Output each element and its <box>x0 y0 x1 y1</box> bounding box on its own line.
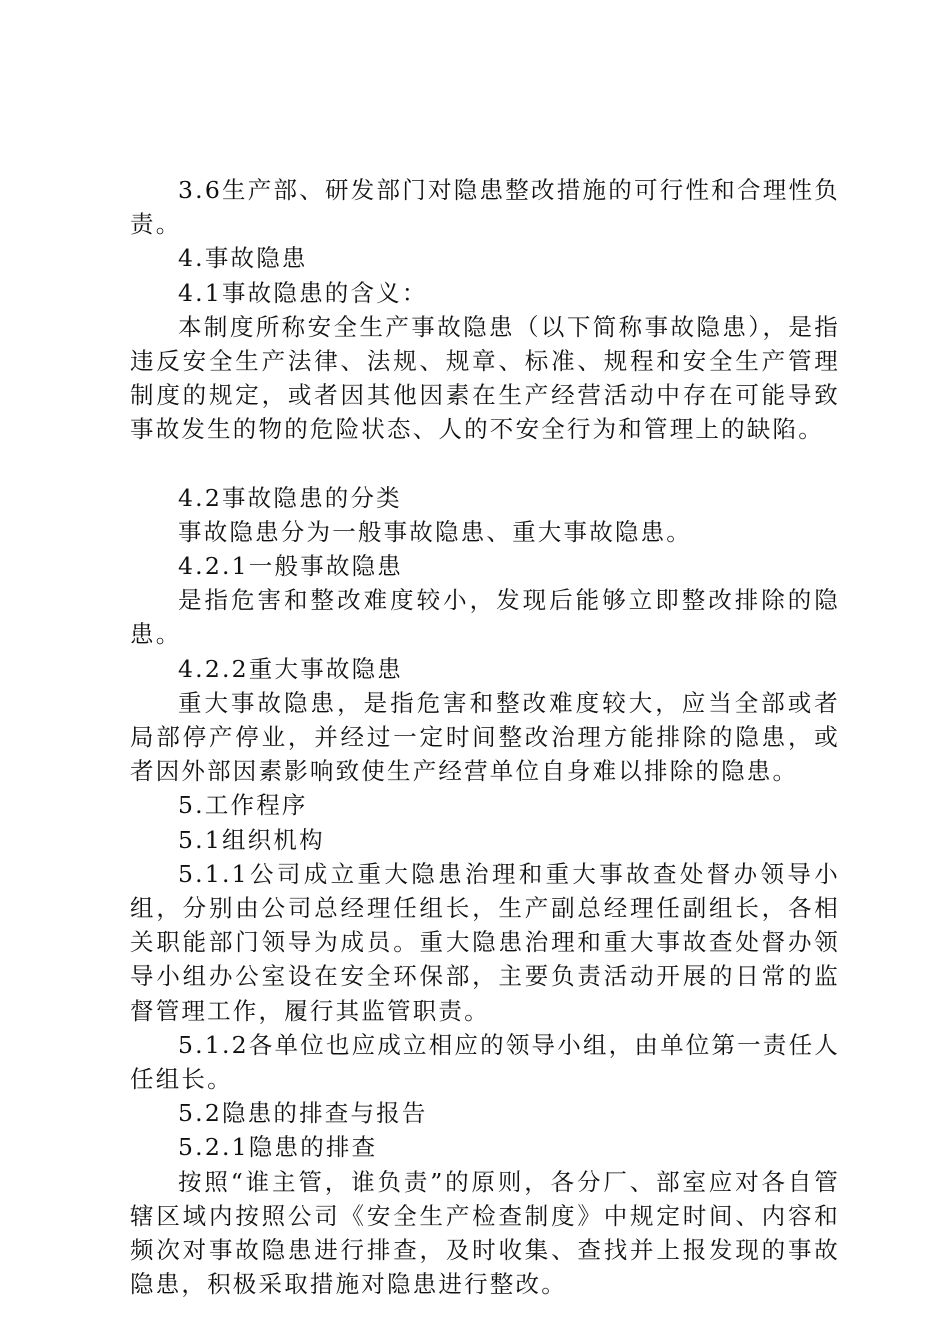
heading-4-2-1: 4.2.1一般事故隐患 <box>178 552 403 581</box>
heading-5-1: 5.1组织机构 <box>178 825 325 854</box>
heading-5-2-1: 5.2.1隐患的排查 <box>178 1133 378 1162</box>
heading-4-2: 4.2事故隐患的分类 <box>178 483 402 512</box>
paragraph-3-6: 3.6生产部、研发部门对隐患整改措施的可行性和合理性负责。 <box>130 176 840 239</box>
paragraph-4-2-1: 是指危害和整改难度较小，发现后能够立即整改排除的隐患。 <box>130 586 840 649</box>
paragraph-4-2-2: 重大事故隐患，是指危害和整改难度较大，应当全部或者局部停产停业，并经过一定时间整改治理方能排除的隐患，或者因外部因素影响致使生产经营单位自身难以排除的隐患。 <box>130 688 840 786</box>
paragraph-5-1-2: 5.1.2各单位也应成立相应的领导小组，由单位第一责任人任组长。 <box>130 1030 840 1094</box>
paragraph-4-1-definition: 本制度所称安全生产事故隐患（以下简称事故隐患），是指违反安全生产法律、法规、规章、标准、规程和安全生产管理制度的规定，或者因其他因素在生产经营活动中存在可能导致事故发生的物的危险状态、人的不安全行为和管理上的缺陷。 <box>130 312 840 444</box>
paragraph-5-1-1: 5.1.1公司成立重大隐患治理和重大事故查处督办领导小组，分别由公司总经理任组长，生产副总经理任副组长，各相关职能部门领导为成员。重大隐患治理和重大事故查处督办领导小组办公室设在安全环保部，主要负责活动开展的日常的监督管理工作，履行其监管职责。 <box>130 859 840 1025</box>
heading-5: 5.工作程序 <box>178 791 308 820</box>
paragraph-4-2-classification: 事故隐患分为一般事故隐患、重大事故隐患。 <box>178 517 692 546</box>
paragraph-5-2-1: 按照“谁主管，谁负责”的原则，各分厂、部室应对各自管辖区域内按照公司《安全生产检查制度》中规定时间、内容和频次对事故隐患进行排查，及时收集、查找并上报发现的事故隐患，积极采取措施对隐患进行整改。 <box>130 1167 840 1299</box>
paragraph-spacer <box>130 447 840 481</box>
heading-4-2-2: 4.2.2重大事故隐患 <box>178 654 403 683</box>
heading-4: 4.事故隐患 <box>178 244 308 273</box>
document-body <box>130 173 840 1302</box>
heading-5-2: 5.2隐患的排查与报告 <box>178 1099 428 1128</box>
heading-4-1: 4.1事故隐患的含义： <box>178 278 428 307</box>
